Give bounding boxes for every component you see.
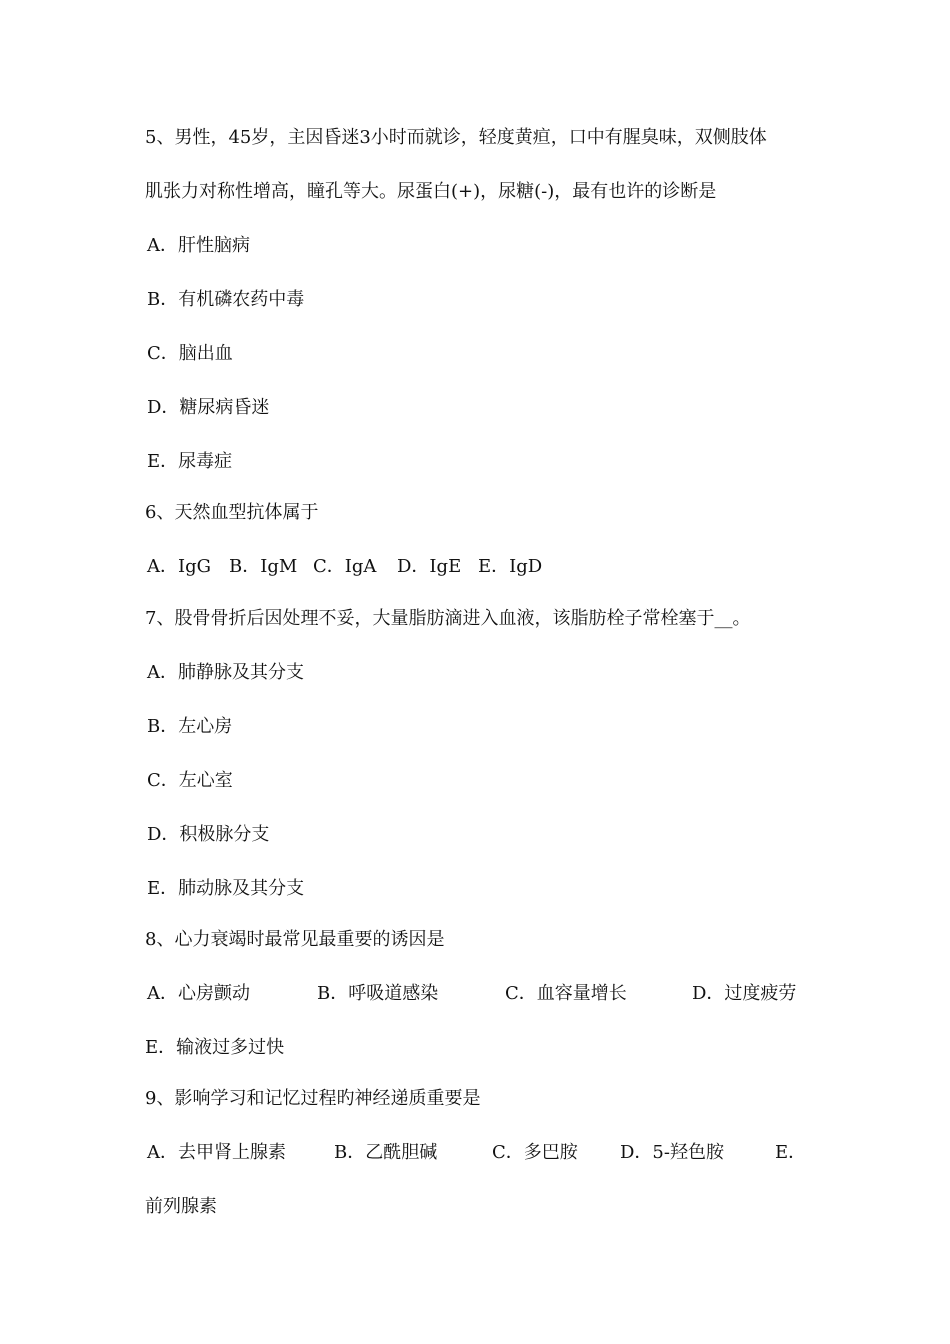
question-8-stem: 8、心力衰竭时最常见最重要的诱因是 xyxy=(145,929,445,950)
question-9-option-b: B．乙酰胆碱 xyxy=(334,1142,438,1163)
question-8-option-a: A．心房颤动 xyxy=(147,983,250,1004)
question-8-option-c: C．血容量增长 xyxy=(505,983,627,1004)
question-6-option-a: A．IgG xyxy=(147,556,212,577)
question-5-option-e: E．尿毒症 xyxy=(147,451,233,472)
question-9-option-e-label: E． xyxy=(775,1142,807,1163)
question-6-option-c: C．IgA xyxy=(313,556,377,577)
question-9-option-e-text: 前列腺素 xyxy=(145,1196,217,1217)
question-5-option-c: C．脑出血 xyxy=(147,343,233,364)
question-5-option-b: B．有机磷农药中毒 xyxy=(147,289,305,310)
question-9-option-a: A．去甲肾上腺素 xyxy=(147,1142,286,1163)
question-6-option-b: B．IgM xyxy=(229,556,298,577)
question-8-option-b: B．呼吸道感染 xyxy=(317,983,439,1004)
question-9-option-c: C．多巴胺 xyxy=(492,1142,578,1163)
question-5-stem-line-2: 肌张力对称性增高，瞳孔等大。尿蛋白(+)，尿糖(-)，最有也许的诊断是 xyxy=(145,181,717,202)
question-8-option-d: D．过度疲劳 xyxy=(692,983,797,1004)
question-5-stem-line-1: 5、男性，45岁，主因昏迷3小时而就诊，轻度黄疸，口中有腥臭味，双侧肢体 xyxy=(145,127,767,148)
question-6-options-row xyxy=(147,556,567,578)
question-9-options-row xyxy=(147,1142,827,1164)
question-6-option-d: D．IgE xyxy=(397,556,462,577)
question-5-option-a: A．肝性脑病 xyxy=(147,235,250,256)
question-6-stem: 6、天然血型抗体属于 xyxy=(145,502,319,523)
question-9-stem: 9、影响学习和记忆过程旳神经递质重要是 xyxy=(145,1088,481,1109)
question-7-option-c: C．左心室 xyxy=(147,770,233,791)
question-6-option-e: E．IgD xyxy=(478,556,543,577)
question-8-options-row xyxy=(147,983,827,1005)
question-7-option-d: D．积极脉分支 xyxy=(147,824,270,845)
question-7-stem: 7、股骨骨折后因处理不妥，大量脂肪滴进入血液，该脂肪栓子常栓塞于__。 xyxy=(145,608,751,629)
question-9-option-d: D．5-羟色胺 xyxy=(620,1142,724,1163)
question-5-option-d: D．糖尿病昏迷 xyxy=(147,397,270,418)
question-7-option-b: B．左心房 xyxy=(147,716,233,737)
question-7-option-a: A．肺静脉及其分支 xyxy=(147,662,304,683)
question-7-option-e: E．肺动脉及其分支 xyxy=(147,878,305,899)
question-8-option-e: E．输液过多过快 xyxy=(145,1037,285,1058)
